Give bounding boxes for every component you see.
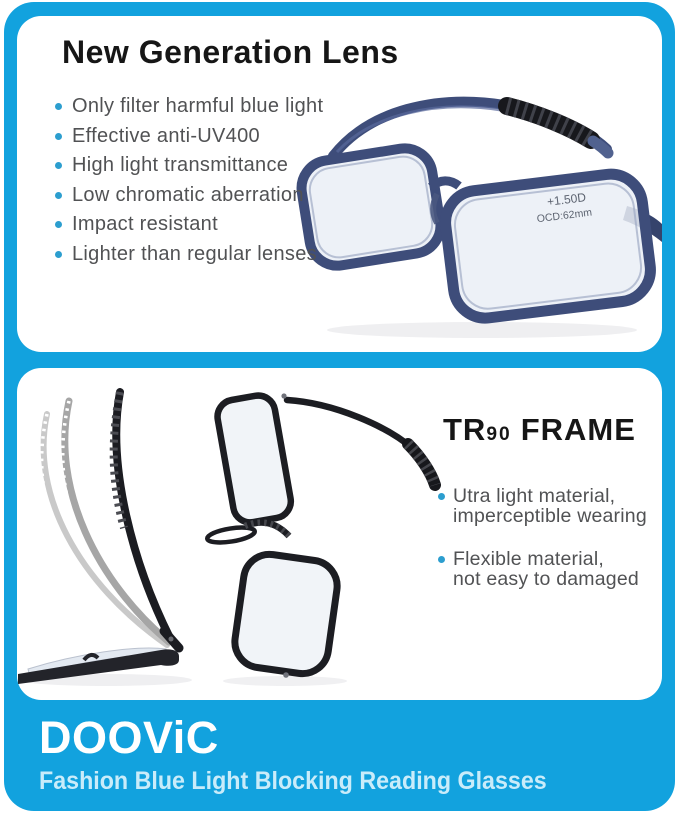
bullet-dot	[438, 493, 445, 500]
blue-glasses-photo	[287, 94, 662, 344]
twisted-frame-photo	[205, 383, 450, 688]
right-lens	[442, 171, 654, 322]
lens-feature-text: Low chromatic aberration	[72, 183, 304, 206]
frame-feature-item	[438, 549, 663, 589]
bullet-dot	[55, 251, 62, 258]
lens-feature-text: Impact resistant	[72, 213, 218, 236]
lens-feature-item	[55, 210, 323, 240]
frame-panel-title	[443, 412, 636, 448]
frame-feature-list	[438, 486, 663, 612]
lens-marking-power: +1.50D	[546, 190, 587, 209]
bullet-dot	[55, 133, 62, 140]
lens-marking-ocd: OCD:62mm	[536, 206, 593, 226]
frame-feature-text: Flexible material, not easy to damaged	[453, 548, 639, 590]
footer-tagline: Fashion Blue Light Blocking Reading Glasses	[39, 767, 547, 795]
lower-screw	[283, 672, 289, 678]
bullet-dot	[438, 556, 445, 563]
photo-shadow	[327, 322, 637, 338]
lower-lens	[232, 551, 341, 677]
frame-title-90: 90	[486, 424, 512, 445]
lens-feature-text: Lighter than regular lenses	[72, 242, 317, 265]
bridge	[431, 181, 459, 187]
upper-screw	[281, 393, 286, 398]
lens-feature-text: High light transmittance	[72, 154, 289, 177]
brand-logo: DOOViC	[39, 712, 219, 763]
lens-feature-item	[55, 181, 323, 211]
lens-feature-item	[55, 151, 323, 181]
bullet-dot	[55, 192, 62, 199]
frame-title-frame: FRAME	[520, 412, 636, 447]
lens-feature-item	[55, 240, 323, 270]
lens-feature-list	[55, 92, 323, 269]
lens-feature-text: Effective anti-UV400	[72, 124, 260, 147]
lens-panel-title: New Generation Lens	[62, 34, 399, 70]
bullet-dot	[55, 162, 62, 169]
bullet-dot	[55, 221, 62, 228]
frame-feature-item	[438, 486, 663, 526]
hinge-screw	[169, 637, 174, 642]
upper-lens	[215, 393, 294, 525]
frame-feature-text: Utra light material, imperceptible wearing	[453, 485, 647, 527]
frame-title-tr: TR	[443, 412, 487, 447]
lens-feature-text: Only filter harmful blue light	[72, 95, 324, 118]
lens-feature-item	[55, 92, 323, 122]
lens-feature-item	[55, 122, 323, 152]
bullet-dot	[55, 103, 62, 110]
